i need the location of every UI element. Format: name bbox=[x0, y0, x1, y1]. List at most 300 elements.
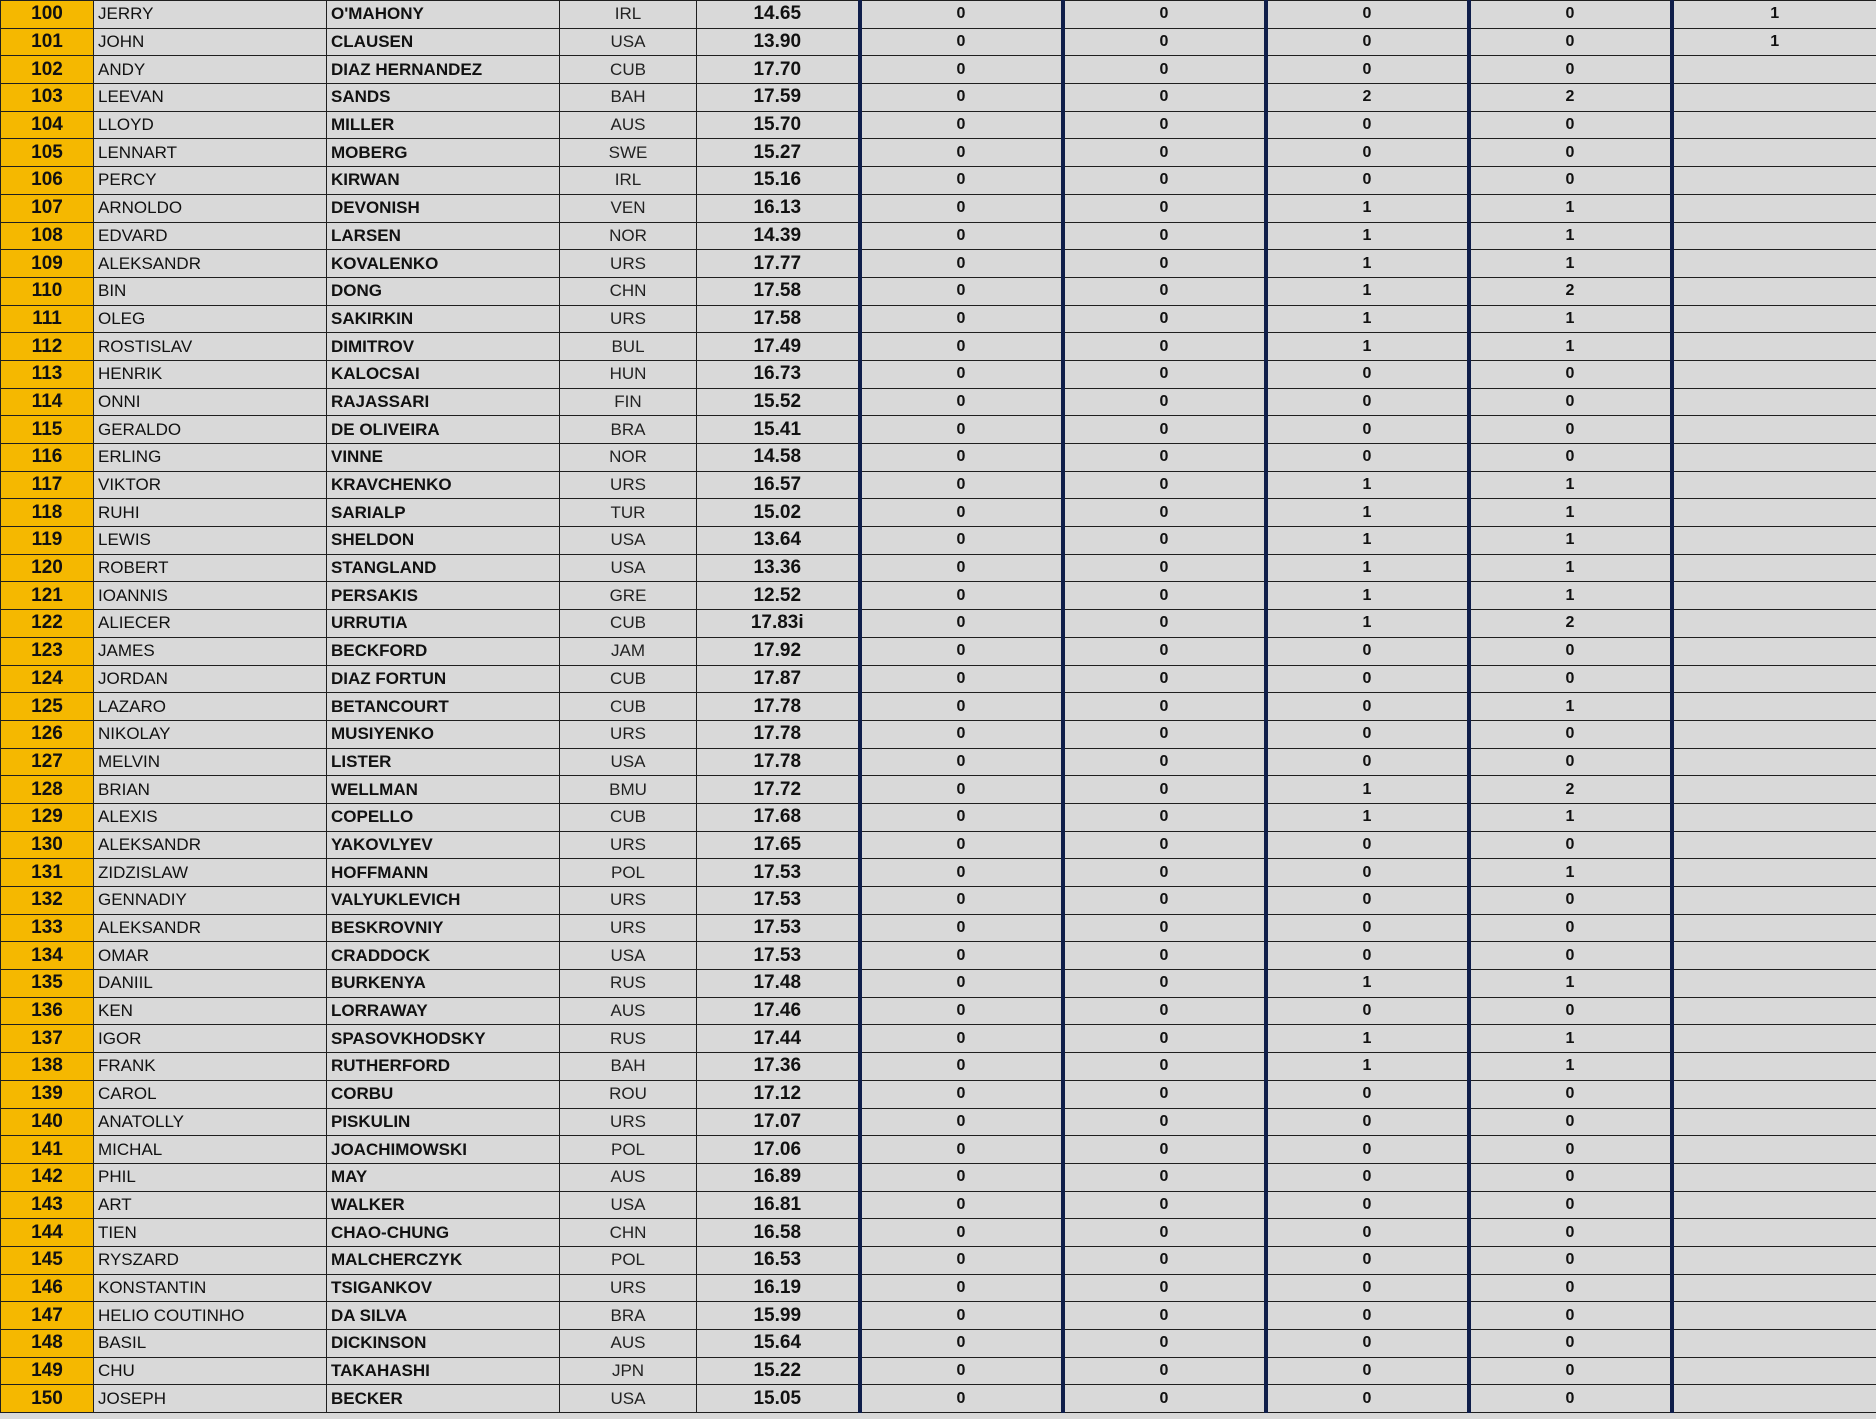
count-col-3-cell[interactable]: 0 bbox=[1266, 1246, 1469, 1274]
mark-cell[interactable]: 17.78 bbox=[697, 748, 860, 776]
country-cell[interactable]: URS bbox=[560, 720, 697, 748]
count-col-2-cell[interactable]: 0 bbox=[1063, 499, 1266, 527]
last-name-cell[interactable]: BURKENYA bbox=[327, 970, 560, 998]
count-col-5-cell[interactable] bbox=[1672, 1136, 1876, 1164]
mark-cell[interactable]: 17.78 bbox=[697, 720, 860, 748]
country-cell[interactable]: URS bbox=[560, 914, 697, 942]
count-col-1-cell[interactable]: 0 bbox=[860, 1246, 1063, 1274]
count-col-3-cell[interactable]: 0 bbox=[1266, 748, 1469, 776]
country-cell[interactable]: JPN bbox=[560, 1357, 697, 1385]
count-col-2-cell[interactable]: 0 bbox=[1063, 194, 1266, 222]
count-col-3-cell[interactable]: 0 bbox=[1266, 1108, 1469, 1136]
count-col-1-cell[interactable]: 0 bbox=[860, 333, 1063, 361]
rank-cell[interactable]: 122 bbox=[1, 610, 94, 638]
rank-cell[interactable]: 136 bbox=[1, 997, 94, 1025]
mark-cell[interactable]: 17.58 bbox=[697, 305, 860, 333]
country-cell[interactable]: URS bbox=[560, 1274, 697, 1302]
count-col-4-cell[interactable]: 1 bbox=[1469, 693, 1672, 721]
rank-cell[interactable]: 148 bbox=[1, 1330, 94, 1358]
count-col-4-cell[interactable]: 0 bbox=[1469, 1302, 1672, 1330]
count-col-5-cell[interactable] bbox=[1672, 139, 1876, 167]
count-col-2-cell[interactable]: 0 bbox=[1063, 167, 1266, 195]
first-name-cell[interactable]: EDVARD bbox=[94, 222, 327, 250]
rank-cell[interactable]: 100 bbox=[1, 1, 94, 29]
country-cell[interactable]: RUS bbox=[560, 1025, 697, 1053]
count-col-4-cell[interactable]: 0 bbox=[1469, 1136, 1672, 1164]
country-cell[interactable]: URS bbox=[560, 887, 697, 915]
count-col-3-cell[interactable]: 0 bbox=[1266, 1302, 1469, 1330]
count-col-3-cell[interactable]: 0 bbox=[1266, 720, 1469, 748]
count-col-2-cell[interactable]: 0 bbox=[1063, 693, 1266, 721]
count-col-1-cell[interactable]: 0 bbox=[860, 28, 1063, 56]
rank-cell[interactable]: 114 bbox=[1, 388, 94, 416]
last-name-cell[interactable]: COPELLO bbox=[327, 803, 560, 831]
count-col-2-cell[interactable]: 0 bbox=[1063, 803, 1266, 831]
mark-cell[interactable]: 15.52 bbox=[697, 388, 860, 416]
count-col-2-cell[interactable]: 0 bbox=[1063, 1136, 1266, 1164]
last-name-cell[interactable]: PERSAKIS bbox=[327, 582, 560, 610]
count-col-5-cell[interactable] bbox=[1672, 194, 1876, 222]
count-col-4-cell[interactable]: 0 bbox=[1469, 1357, 1672, 1385]
count-col-4-cell[interactable]: 1 bbox=[1469, 803, 1672, 831]
count-col-1-cell[interactable]: 0 bbox=[860, 444, 1063, 472]
first-name-cell[interactable]: BIN bbox=[94, 277, 327, 305]
count-col-3-cell[interactable]: 0 bbox=[1266, 139, 1469, 167]
rank-cell[interactable]: 105 bbox=[1, 139, 94, 167]
count-col-5-cell[interactable] bbox=[1672, 914, 1876, 942]
count-col-3-cell[interactable]: 0 bbox=[1266, 665, 1469, 693]
last-name-cell[interactable]: KOVALENKO bbox=[327, 250, 560, 278]
mark-cell[interactable]: 16.58 bbox=[697, 1219, 860, 1247]
rank-cell[interactable]: 131 bbox=[1, 859, 94, 887]
rank-cell[interactable]: 104 bbox=[1, 111, 94, 139]
count-col-5-cell[interactable] bbox=[1672, 222, 1876, 250]
count-col-5-cell[interactable] bbox=[1672, 167, 1876, 195]
mark-cell[interactable]: 16.19 bbox=[697, 1274, 860, 1302]
count-col-4-cell[interactable]: 1 bbox=[1469, 1025, 1672, 1053]
count-col-5-cell[interactable] bbox=[1672, 1302, 1876, 1330]
count-col-2-cell[interactable]: 0 bbox=[1063, 887, 1266, 915]
mark-cell[interactable]: 17.59 bbox=[697, 84, 860, 112]
count-col-5-cell[interactable] bbox=[1672, 637, 1876, 665]
rank-cell[interactable]: 149 bbox=[1, 1357, 94, 1385]
count-col-3-cell[interactable]: 0 bbox=[1266, 416, 1469, 444]
count-col-4-cell[interactable]: 1 bbox=[1469, 222, 1672, 250]
rank-cell[interactable]: 133 bbox=[1, 914, 94, 942]
mark-cell[interactable]: 17.06 bbox=[697, 1136, 860, 1164]
country-cell[interactable]: USA bbox=[560, 1191, 697, 1219]
first-name-cell[interactable]: IOANNIS bbox=[94, 582, 327, 610]
count-col-3-cell[interactable]: 0 bbox=[1266, 1136, 1469, 1164]
first-name-cell[interactable]: ALEKSANDR bbox=[94, 914, 327, 942]
country-cell[interactable]: POL bbox=[560, 1136, 697, 1164]
last-name-cell[interactable]: RUTHERFORD bbox=[327, 1053, 560, 1081]
count-col-5-cell[interactable] bbox=[1672, 887, 1876, 915]
count-col-2-cell[interactable]: 0 bbox=[1063, 360, 1266, 388]
mark-cell[interactable]: 15.64 bbox=[697, 1330, 860, 1358]
last-name-cell[interactable]: WALKER bbox=[327, 1191, 560, 1219]
count-col-5-cell[interactable] bbox=[1672, 527, 1876, 555]
count-col-1-cell[interactable]: 0 bbox=[860, 194, 1063, 222]
count-col-4-cell[interactable]: 0 bbox=[1469, 444, 1672, 472]
count-col-3-cell[interactable]: 1 bbox=[1266, 194, 1469, 222]
mark-cell[interactable]: 17.48 bbox=[697, 970, 860, 998]
count-col-5-cell[interactable] bbox=[1672, 610, 1876, 638]
count-col-1-cell[interactable]: 0 bbox=[860, 471, 1063, 499]
count-col-4-cell[interactable]: 0 bbox=[1469, 720, 1672, 748]
count-col-4-cell[interactable]: 1 bbox=[1469, 527, 1672, 555]
count-col-2-cell[interactable]: 0 bbox=[1063, 56, 1266, 84]
last-name-cell[interactable]: KRAVCHENKO bbox=[327, 471, 560, 499]
count-col-2-cell[interactable]: 0 bbox=[1063, 1219, 1266, 1247]
last-name-cell[interactable]: LARSEN bbox=[327, 222, 560, 250]
count-col-2-cell[interactable]: 0 bbox=[1063, 748, 1266, 776]
count-col-1-cell[interactable]: 0 bbox=[860, 1357, 1063, 1385]
last-name-cell[interactable]: STANGLAND bbox=[327, 554, 560, 582]
country-cell[interactable]: CHN bbox=[560, 277, 697, 305]
country-cell[interactable]: RUS bbox=[560, 970, 697, 998]
last-name-cell[interactable]: SHELDON bbox=[327, 527, 560, 555]
country-cell[interactable]: CHN bbox=[560, 1219, 697, 1247]
rank-cell[interactable]: 109 bbox=[1, 250, 94, 278]
count-col-1-cell[interactable]: 0 bbox=[860, 56, 1063, 84]
last-name-cell[interactable]: MUSIYENKO bbox=[327, 720, 560, 748]
rank-cell[interactable]: 108 bbox=[1, 222, 94, 250]
mark-cell[interactable]: 17.44 bbox=[697, 1025, 860, 1053]
country-cell[interactable]: AUS bbox=[560, 1163, 697, 1191]
country-cell[interactable]: HUN bbox=[560, 360, 697, 388]
count-col-4-cell[interactable]: 0 bbox=[1469, 1274, 1672, 1302]
first-name-cell[interactable]: ROSTISLAV bbox=[94, 333, 327, 361]
count-col-5-cell[interactable] bbox=[1672, 1163, 1876, 1191]
first-name-cell[interactable]: LENNART bbox=[94, 139, 327, 167]
rank-cell[interactable]: 138 bbox=[1, 1053, 94, 1081]
mark-cell[interactable]: 17.07 bbox=[697, 1108, 860, 1136]
rank-cell[interactable]: 127 bbox=[1, 748, 94, 776]
mark-cell[interactable]: 17.70 bbox=[697, 56, 860, 84]
count-col-3-cell[interactable]: 1 bbox=[1266, 499, 1469, 527]
mark-cell[interactable]: 17.83i bbox=[697, 610, 860, 638]
count-col-5-cell[interactable] bbox=[1672, 1025, 1876, 1053]
count-col-2-cell[interactable]: 0 bbox=[1063, 84, 1266, 112]
count-col-2-cell[interactable]: 0 bbox=[1063, 665, 1266, 693]
count-col-5-cell[interactable] bbox=[1672, 803, 1876, 831]
count-col-2-cell[interactable]: 0 bbox=[1063, 1108, 1266, 1136]
count-col-3-cell[interactable]: 0 bbox=[1266, 637, 1469, 665]
count-col-5-cell[interactable] bbox=[1672, 1080, 1876, 1108]
last-name-cell[interactable]: URRUTIA bbox=[327, 610, 560, 638]
count-col-1-cell[interactable]: 0 bbox=[860, 582, 1063, 610]
count-col-3-cell[interactable]: 0 bbox=[1266, 831, 1469, 859]
mark-cell[interactable]: 13.36 bbox=[697, 554, 860, 582]
last-name-cell[interactable]: BETANCOURT bbox=[327, 693, 560, 721]
country-cell[interactable]: BRA bbox=[560, 416, 697, 444]
rank-cell[interactable]: 111 bbox=[1, 305, 94, 333]
count-col-5-cell[interactable] bbox=[1672, 1357, 1876, 1385]
count-col-4-cell[interactable]: 0 bbox=[1469, 28, 1672, 56]
count-col-5-cell[interactable] bbox=[1672, 942, 1876, 970]
mark-cell[interactable]: 17.53 bbox=[697, 942, 860, 970]
count-col-1-cell[interactable]: 0 bbox=[860, 305, 1063, 333]
country-cell[interactable]: NOR bbox=[560, 444, 697, 472]
count-col-3-cell[interactable]: 1 bbox=[1266, 1025, 1469, 1053]
mark-cell[interactable]: 17.53 bbox=[697, 859, 860, 887]
count-col-5-cell[interactable] bbox=[1672, 1274, 1876, 1302]
count-col-4-cell[interactable]: 0 bbox=[1469, 637, 1672, 665]
count-col-3-cell[interactable]: 0 bbox=[1266, 887, 1469, 915]
last-name-cell[interactable]: MILLER bbox=[327, 111, 560, 139]
first-name-cell[interactable]: OLEG bbox=[94, 305, 327, 333]
count-col-2-cell[interactable]: 0 bbox=[1063, 831, 1266, 859]
first-name-cell[interactable]: LEEVAN bbox=[94, 84, 327, 112]
count-col-1-cell[interactable]: 0 bbox=[860, 222, 1063, 250]
count-col-4-cell[interactable]: 0 bbox=[1469, 1163, 1672, 1191]
count-col-4-cell[interactable]: 1 bbox=[1469, 194, 1672, 222]
mark-cell[interactable]: 16.81 bbox=[697, 1191, 860, 1219]
count-col-4-cell[interactable]: 0 bbox=[1469, 887, 1672, 915]
last-name-cell[interactable]: CHAO-CHUNG bbox=[327, 1219, 560, 1247]
rank-cell[interactable]: 121 bbox=[1, 582, 94, 610]
last-name-cell[interactable]: DEVONISH bbox=[327, 194, 560, 222]
count-col-1-cell[interactable]: 0 bbox=[860, 610, 1063, 638]
count-col-5-cell[interactable] bbox=[1672, 1219, 1876, 1247]
mark-cell[interactable]: 17.87 bbox=[697, 665, 860, 693]
count-col-4-cell[interactable]: 0 bbox=[1469, 665, 1672, 693]
count-col-4-cell[interactable]: 0 bbox=[1469, 416, 1672, 444]
mark-cell[interactable]: 15.16 bbox=[697, 167, 860, 195]
first-name-cell[interactable]: RUHI bbox=[94, 499, 327, 527]
count-col-3-cell[interactable]: 1 bbox=[1266, 803, 1469, 831]
count-col-1-cell[interactable]: 0 bbox=[860, 250, 1063, 278]
count-col-3-cell[interactable]: 1 bbox=[1266, 277, 1469, 305]
count-col-1-cell[interactable]: 0 bbox=[860, 1108, 1063, 1136]
mark-cell[interactable]: 17.72 bbox=[697, 776, 860, 804]
count-col-2-cell[interactable]: 0 bbox=[1063, 1246, 1266, 1274]
rank-cell[interactable]: 147 bbox=[1, 1302, 94, 1330]
count-col-1-cell[interactable]: 0 bbox=[860, 776, 1063, 804]
country-cell[interactable]: BUL bbox=[560, 333, 697, 361]
first-name-cell[interactable]: KONSTANTIN bbox=[94, 1274, 327, 1302]
rank-cell[interactable]: 103 bbox=[1, 84, 94, 112]
first-name-cell[interactable]: CHU bbox=[94, 1357, 327, 1385]
last-name-cell[interactable]: O'MAHONY bbox=[327, 1, 560, 29]
count-col-5-cell[interactable] bbox=[1672, 776, 1876, 804]
count-col-3-cell[interactable]: 1 bbox=[1266, 582, 1469, 610]
count-col-5-cell[interactable]: 1 bbox=[1672, 1, 1876, 29]
count-col-2-cell[interactable]: 0 bbox=[1063, 1, 1266, 29]
count-col-4-cell[interactable]: 1 bbox=[1469, 554, 1672, 582]
count-col-5-cell[interactable] bbox=[1672, 997, 1876, 1025]
first-name-cell[interactable]: NIKOLAY bbox=[94, 720, 327, 748]
count-col-5-cell[interactable] bbox=[1672, 333, 1876, 361]
count-col-1-cell[interactable]: 0 bbox=[860, 1, 1063, 29]
count-col-4-cell[interactable]: 1 bbox=[1469, 970, 1672, 998]
count-col-1-cell[interactable]: 0 bbox=[860, 1053, 1063, 1081]
country-cell[interactable]: BRA bbox=[560, 1302, 697, 1330]
rank-cell[interactable]: 134 bbox=[1, 942, 94, 970]
rank-cell[interactable]: 146 bbox=[1, 1274, 94, 1302]
count-col-5-cell[interactable] bbox=[1672, 582, 1876, 610]
count-col-2-cell[interactable]: 0 bbox=[1063, 1163, 1266, 1191]
country-cell[interactable]: BAH bbox=[560, 1053, 697, 1081]
count-col-4-cell[interactable]: 0 bbox=[1469, 914, 1672, 942]
rank-cell[interactable]: 143 bbox=[1, 1191, 94, 1219]
count-col-4-cell[interactable]: 0 bbox=[1469, 1191, 1672, 1219]
mark-cell[interactable]: 17.58 bbox=[697, 277, 860, 305]
count-col-4-cell[interactable]: 0 bbox=[1469, 1330, 1672, 1358]
rank-cell[interactable]: 142 bbox=[1, 1163, 94, 1191]
country-cell[interactable]: VEN bbox=[560, 194, 697, 222]
last-name-cell[interactable]: BESKROVNIY bbox=[327, 914, 560, 942]
count-col-1-cell[interactable]: 0 bbox=[860, 803, 1063, 831]
last-name-cell[interactable]: DE OLIVEIRA bbox=[327, 416, 560, 444]
count-col-5-cell[interactable] bbox=[1672, 277, 1876, 305]
first-name-cell[interactable]: LLOYD bbox=[94, 111, 327, 139]
count-col-3-cell[interactable]: 0 bbox=[1266, 167, 1469, 195]
rank-cell[interactable]: 124 bbox=[1, 665, 94, 693]
rank-cell[interactable]: 106 bbox=[1, 167, 94, 195]
country-cell[interactable]: GRE bbox=[560, 582, 697, 610]
count-col-4-cell[interactable]: 1 bbox=[1469, 499, 1672, 527]
count-col-4-cell[interactable]: 0 bbox=[1469, 167, 1672, 195]
count-col-1-cell[interactable]: 0 bbox=[860, 527, 1063, 555]
count-col-5-cell[interactable] bbox=[1672, 1385, 1876, 1413]
count-col-5-cell[interactable] bbox=[1672, 665, 1876, 693]
rank-cell[interactable]: 117 bbox=[1, 471, 94, 499]
count-col-5-cell[interactable] bbox=[1672, 416, 1876, 444]
rank-cell[interactable]: 130 bbox=[1, 831, 94, 859]
first-name-cell[interactable]: GERALDO bbox=[94, 416, 327, 444]
count-col-3-cell[interactable]: 0 bbox=[1266, 1191, 1469, 1219]
mark-cell[interactable]: 17.36 bbox=[697, 1053, 860, 1081]
count-col-5-cell[interactable] bbox=[1672, 859, 1876, 887]
count-col-1-cell[interactable]: 0 bbox=[860, 167, 1063, 195]
last-name-cell[interactable]: BECKFORD bbox=[327, 637, 560, 665]
count-col-3-cell[interactable]: 1 bbox=[1266, 527, 1469, 555]
count-col-2-cell[interactable]: 0 bbox=[1063, 388, 1266, 416]
count-col-2-cell[interactable]: 0 bbox=[1063, 222, 1266, 250]
rank-cell[interactable]: 132 bbox=[1, 887, 94, 915]
country-cell[interactable]: ROU bbox=[560, 1080, 697, 1108]
count-col-1-cell[interactable]: 0 bbox=[860, 637, 1063, 665]
first-name-cell[interactable]: BRIAN bbox=[94, 776, 327, 804]
count-col-5-cell[interactable] bbox=[1672, 388, 1876, 416]
first-name-cell[interactable]: RYSZARD bbox=[94, 1246, 327, 1274]
count-col-5-cell[interactable] bbox=[1672, 1330, 1876, 1358]
count-col-3-cell[interactable]: 0 bbox=[1266, 1219, 1469, 1247]
last-name-cell[interactable]: PISKULIN bbox=[327, 1108, 560, 1136]
country-cell[interactable]: URS bbox=[560, 1108, 697, 1136]
count-col-2-cell[interactable]: 0 bbox=[1063, 1385, 1266, 1413]
country-cell[interactable]: AUS bbox=[560, 111, 697, 139]
first-name-cell[interactable]: OMAR bbox=[94, 942, 327, 970]
count-col-2-cell[interactable]: 0 bbox=[1063, 277, 1266, 305]
first-name-cell[interactable]: ROBERT bbox=[94, 554, 327, 582]
rank-cell[interactable]: 116 bbox=[1, 444, 94, 472]
count-col-1-cell[interactable]: 0 bbox=[860, 277, 1063, 305]
last-name-cell[interactable]: MALCHERCZYK bbox=[327, 1246, 560, 1274]
count-col-2-cell[interactable]: 0 bbox=[1063, 1357, 1266, 1385]
first-name-cell[interactable]: GENNADIY bbox=[94, 887, 327, 915]
count-col-4-cell[interactable]: 0 bbox=[1469, 111, 1672, 139]
count-col-4-cell[interactable]: 2 bbox=[1469, 610, 1672, 638]
last-name-cell[interactable]: WELLMAN bbox=[327, 776, 560, 804]
count-col-4-cell[interactable]: 0 bbox=[1469, 1246, 1672, 1274]
count-col-2-cell[interactable]: 0 bbox=[1063, 1053, 1266, 1081]
count-col-3-cell[interactable]: 0 bbox=[1266, 111, 1469, 139]
count-col-5-cell[interactable] bbox=[1672, 554, 1876, 582]
first-name-cell[interactable]: PERCY bbox=[94, 167, 327, 195]
country-cell[interactable]: URS bbox=[560, 305, 697, 333]
count-col-1-cell[interactable]: 0 bbox=[860, 1191, 1063, 1219]
country-cell[interactable]: TUR bbox=[560, 499, 697, 527]
count-col-4-cell[interactable]: 2 bbox=[1469, 776, 1672, 804]
first-name-cell[interactable]: ANATOLLY bbox=[94, 1108, 327, 1136]
count-col-4-cell[interactable]: 0 bbox=[1469, 1080, 1672, 1108]
country-cell[interactable]: USA bbox=[560, 942, 697, 970]
count-col-2-cell[interactable]: 0 bbox=[1063, 859, 1266, 887]
count-col-4-cell[interactable]: 2 bbox=[1469, 84, 1672, 112]
count-col-2-cell[interactable]: 0 bbox=[1063, 139, 1266, 167]
count-col-3-cell[interactable]: 0 bbox=[1266, 28, 1469, 56]
country-cell[interactable]: FIN bbox=[560, 388, 697, 416]
first-name-cell[interactable]: HELIO COUTINHO bbox=[94, 1302, 327, 1330]
count-col-5-cell[interactable] bbox=[1672, 831, 1876, 859]
mark-cell[interactable]: 17.46 bbox=[697, 997, 860, 1025]
count-col-5-cell[interactable] bbox=[1672, 444, 1876, 472]
count-col-3-cell[interactable]: 1 bbox=[1266, 554, 1469, 582]
count-col-1-cell[interactable]: 0 bbox=[860, 1330, 1063, 1358]
first-name-cell[interactable]: FRANK bbox=[94, 1053, 327, 1081]
count-col-3-cell[interactable]: 0 bbox=[1266, 1357, 1469, 1385]
count-col-4-cell[interactable]: 0 bbox=[1469, 1108, 1672, 1136]
count-col-2-cell[interactable]: 0 bbox=[1063, 1274, 1266, 1302]
country-cell[interactable]: AUS bbox=[560, 997, 697, 1025]
count-col-3-cell[interactable]: 0 bbox=[1266, 997, 1469, 1025]
country-cell[interactable]: USA bbox=[560, 1385, 697, 1413]
last-name-cell[interactable]: LORRAWAY bbox=[327, 997, 560, 1025]
first-name-cell[interactable]: ALIECER bbox=[94, 610, 327, 638]
count-col-5-cell[interactable] bbox=[1672, 84, 1876, 112]
count-col-4-cell[interactable]: 1 bbox=[1469, 305, 1672, 333]
country-cell[interactable]: AUS bbox=[560, 1330, 697, 1358]
rank-cell[interactable]: 125 bbox=[1, 693, 94, 721]
mark-cell[interactable]: 15.41 bbox=[697, 416, 860, 444]
first-name-cell[interactable]: MELVIN bbox=[94, 748, 327, 776]
count-col-2-cell[interactable]: 0 bbox=[1063, 333, 1266, 361]
last-name-cell[interactable]: SARIALP bbox=[327, 499, 560, 527]
count-col-2-cell[interactable]: 0 bbox=[1063, 720, 1266, 748]
country-cell[interactable]: CUB bbox=[560, 665, 697, 693]
mark-cell[interactable]: 12.52 bbox=[697, 582, 860, 610]
count-col-1-cell[interactable]: 0 bbox=[860, 997, 1063, 1025]
count-col-1-cell[interactable]: 0 bbox=[860, 720, 1063, 748]
count-col-2-cell[interactable]: 0 bbox=[1063, 471, 1266, 499]
mark-cell[interactable]: 14.58 bbox=[697, 444, 860, 472]
count-col-5-cell[interactable] bbox=[1672, 693, 1876, 721]
first-name-cell[interactable]: MICHAL bbox=[94, 1136, 327, 1164]
country-cell[interactable]: IRL bbox=[560, 167, 697, 195]
rank-cell[interactable]: 145 bbox=[1, 1246, 94, 1274]
count-col-4-cell[interactable]: 0 bbox=[1469, 748, 1672, 776]
count-col-2-cell[interactable]: 0 bbox=[1063, 776, 1266, 804]
mark-cell[interactable]: 15.22 bbox=[697, 1357, 860, 1385]
mark-cell[interactable]: 13.64 bbox=[697, 527, 860, 555]
rank-cell[interactable]: 115 bbox=[1, 416, 94, 444]
count-col-3-cell[interactable]: 1 bbox=[1266, 970, 1469, 998]
count-col-4-cell[interactable]: 0 bbox=[1469, 56, 1672, 84]
last-name-cell[interactable]: CRADDOCK bbox=[327, 942, 560, 970]
